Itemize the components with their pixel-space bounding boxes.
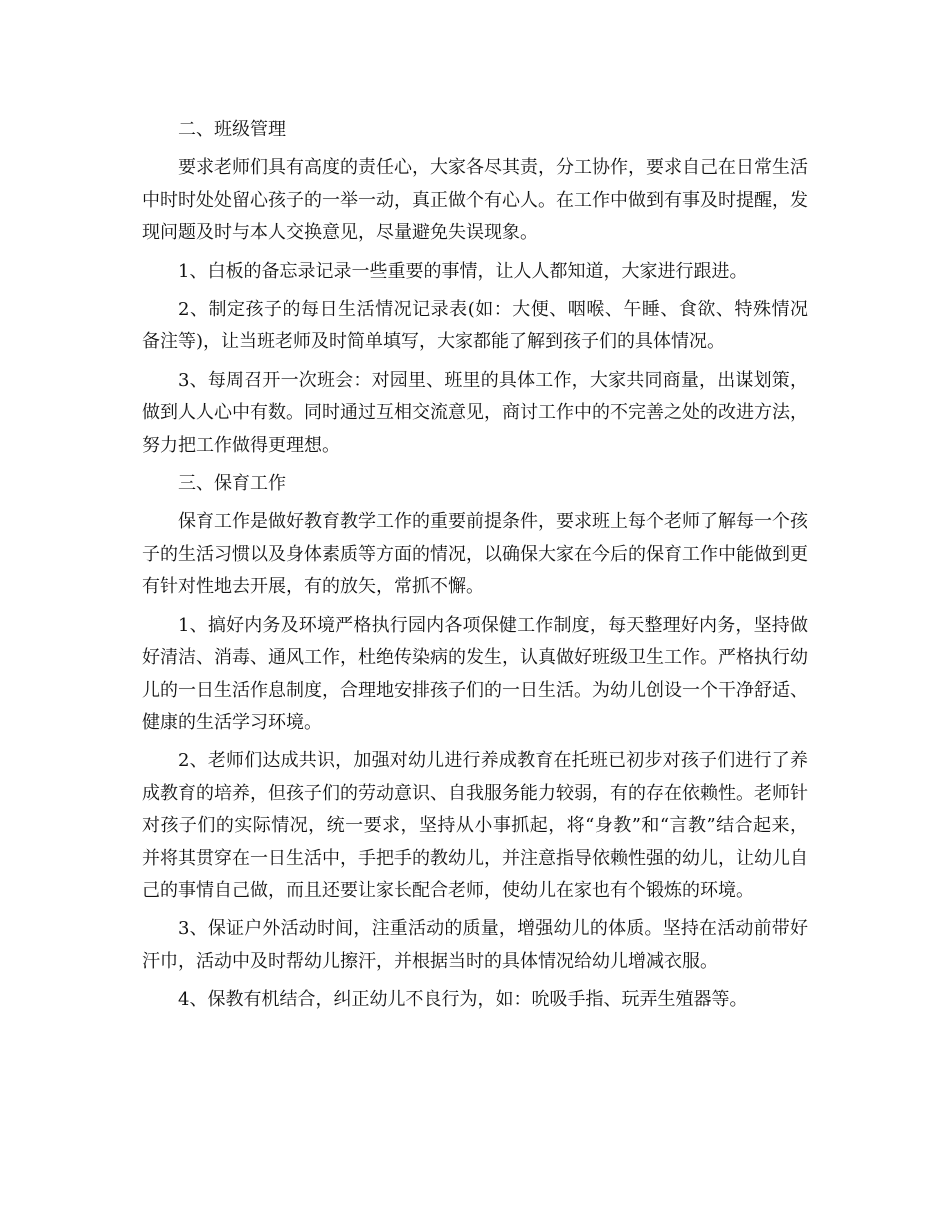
list-item: 1、白板的备忘录记录一些重要的事情，让人人都知道，大家进行跟进。 [178,260,748,282]
paragraph: 要求老师们具有高度的责任心，大家各尽其责，分工协作，要求自己在日常生活中时时处处留心孩子的一举一动，真正做个有心人。在工作中做到有事及时提醒，发现问题及时与本人交换意见，尽量避免失误现象。 [142,157,808,244]
document-body [142,114,808,1023]
list-item: 4、保教有机结合，纠正幼儿不良行为，如：吮吸手指、玩弄生殖器等。 [178,989,748,1011]
section-heading-care-work: 三、保育工作 [178,473,286,495]
list-item: 2、制定孩子的每日生活情况记录表(如：大便、咽喉、午睡、食欲、特殊情况备注等)，让当班老师及时简单填写，大家都能了解到孩子们的具体情况。 [142,299,808,353]
section-heading-class-management: 二、班级管理 [178,119,286,140]
paragraph: 保育工作是做好教育教学工作的重要前提条件，要求班上每个老师了解每一个孩子的生活习惯以及身体素质等方面的情况，以确保大家在今后的保育工作中能做到更有针对性地去开展，有的放矢，常抓不懈。 [142,511,808,598]
list-item: 1、搞好内务及环境严格执行园内各项保健工作制度，每天整理好内务，坚持做好清洁、消毒、通风工作，杜绝传染病的发生，认真做好班级卫生工作。严格执行幼儿的一日生活作息制度，合理地安排孩子们的一日生活。为幼儿创设一个干净舒适、健康的生活学习环境。 [142,614,808,733]
list-item: 3、每周召开一次班会：对园里、班里的具体工作，大家共同商量，出谋划策，做到人人心中有数。同时通过互相交流意见，商讨工作中的不完善之处的改进方法，努力把工作做得更理想。 [142,369,808,456]
list-item: 3、保证户外活动时间，注重活动的质量，增强幼儿的体质。坚持在活动前带好汗巾，活动中及时帮幼儿擦汗，并根据当时的具体情况给幼儿增减衣服。 [142,918,808,972]
list-item: 2、老师们达成共识，加强对幼儿进行养成教育在托班已初步对孩子们进行了养成教育的培养，但孩子们的劳动意识、自我服务能力较弱，有的存在依赖性。老师针对孩子们的实际情况，统一要求，坚持从小事抓起，将“身教”和“言教”结合起来，并将其贯穿在一日生活中，手把手的教幼儿，并注意指导依赖性强的幼儿，让幼儿自己的事情自己做，而且还要让家长配合老师，使幼儿在家也有个锻炼的环境。 [142,750,808,901]
